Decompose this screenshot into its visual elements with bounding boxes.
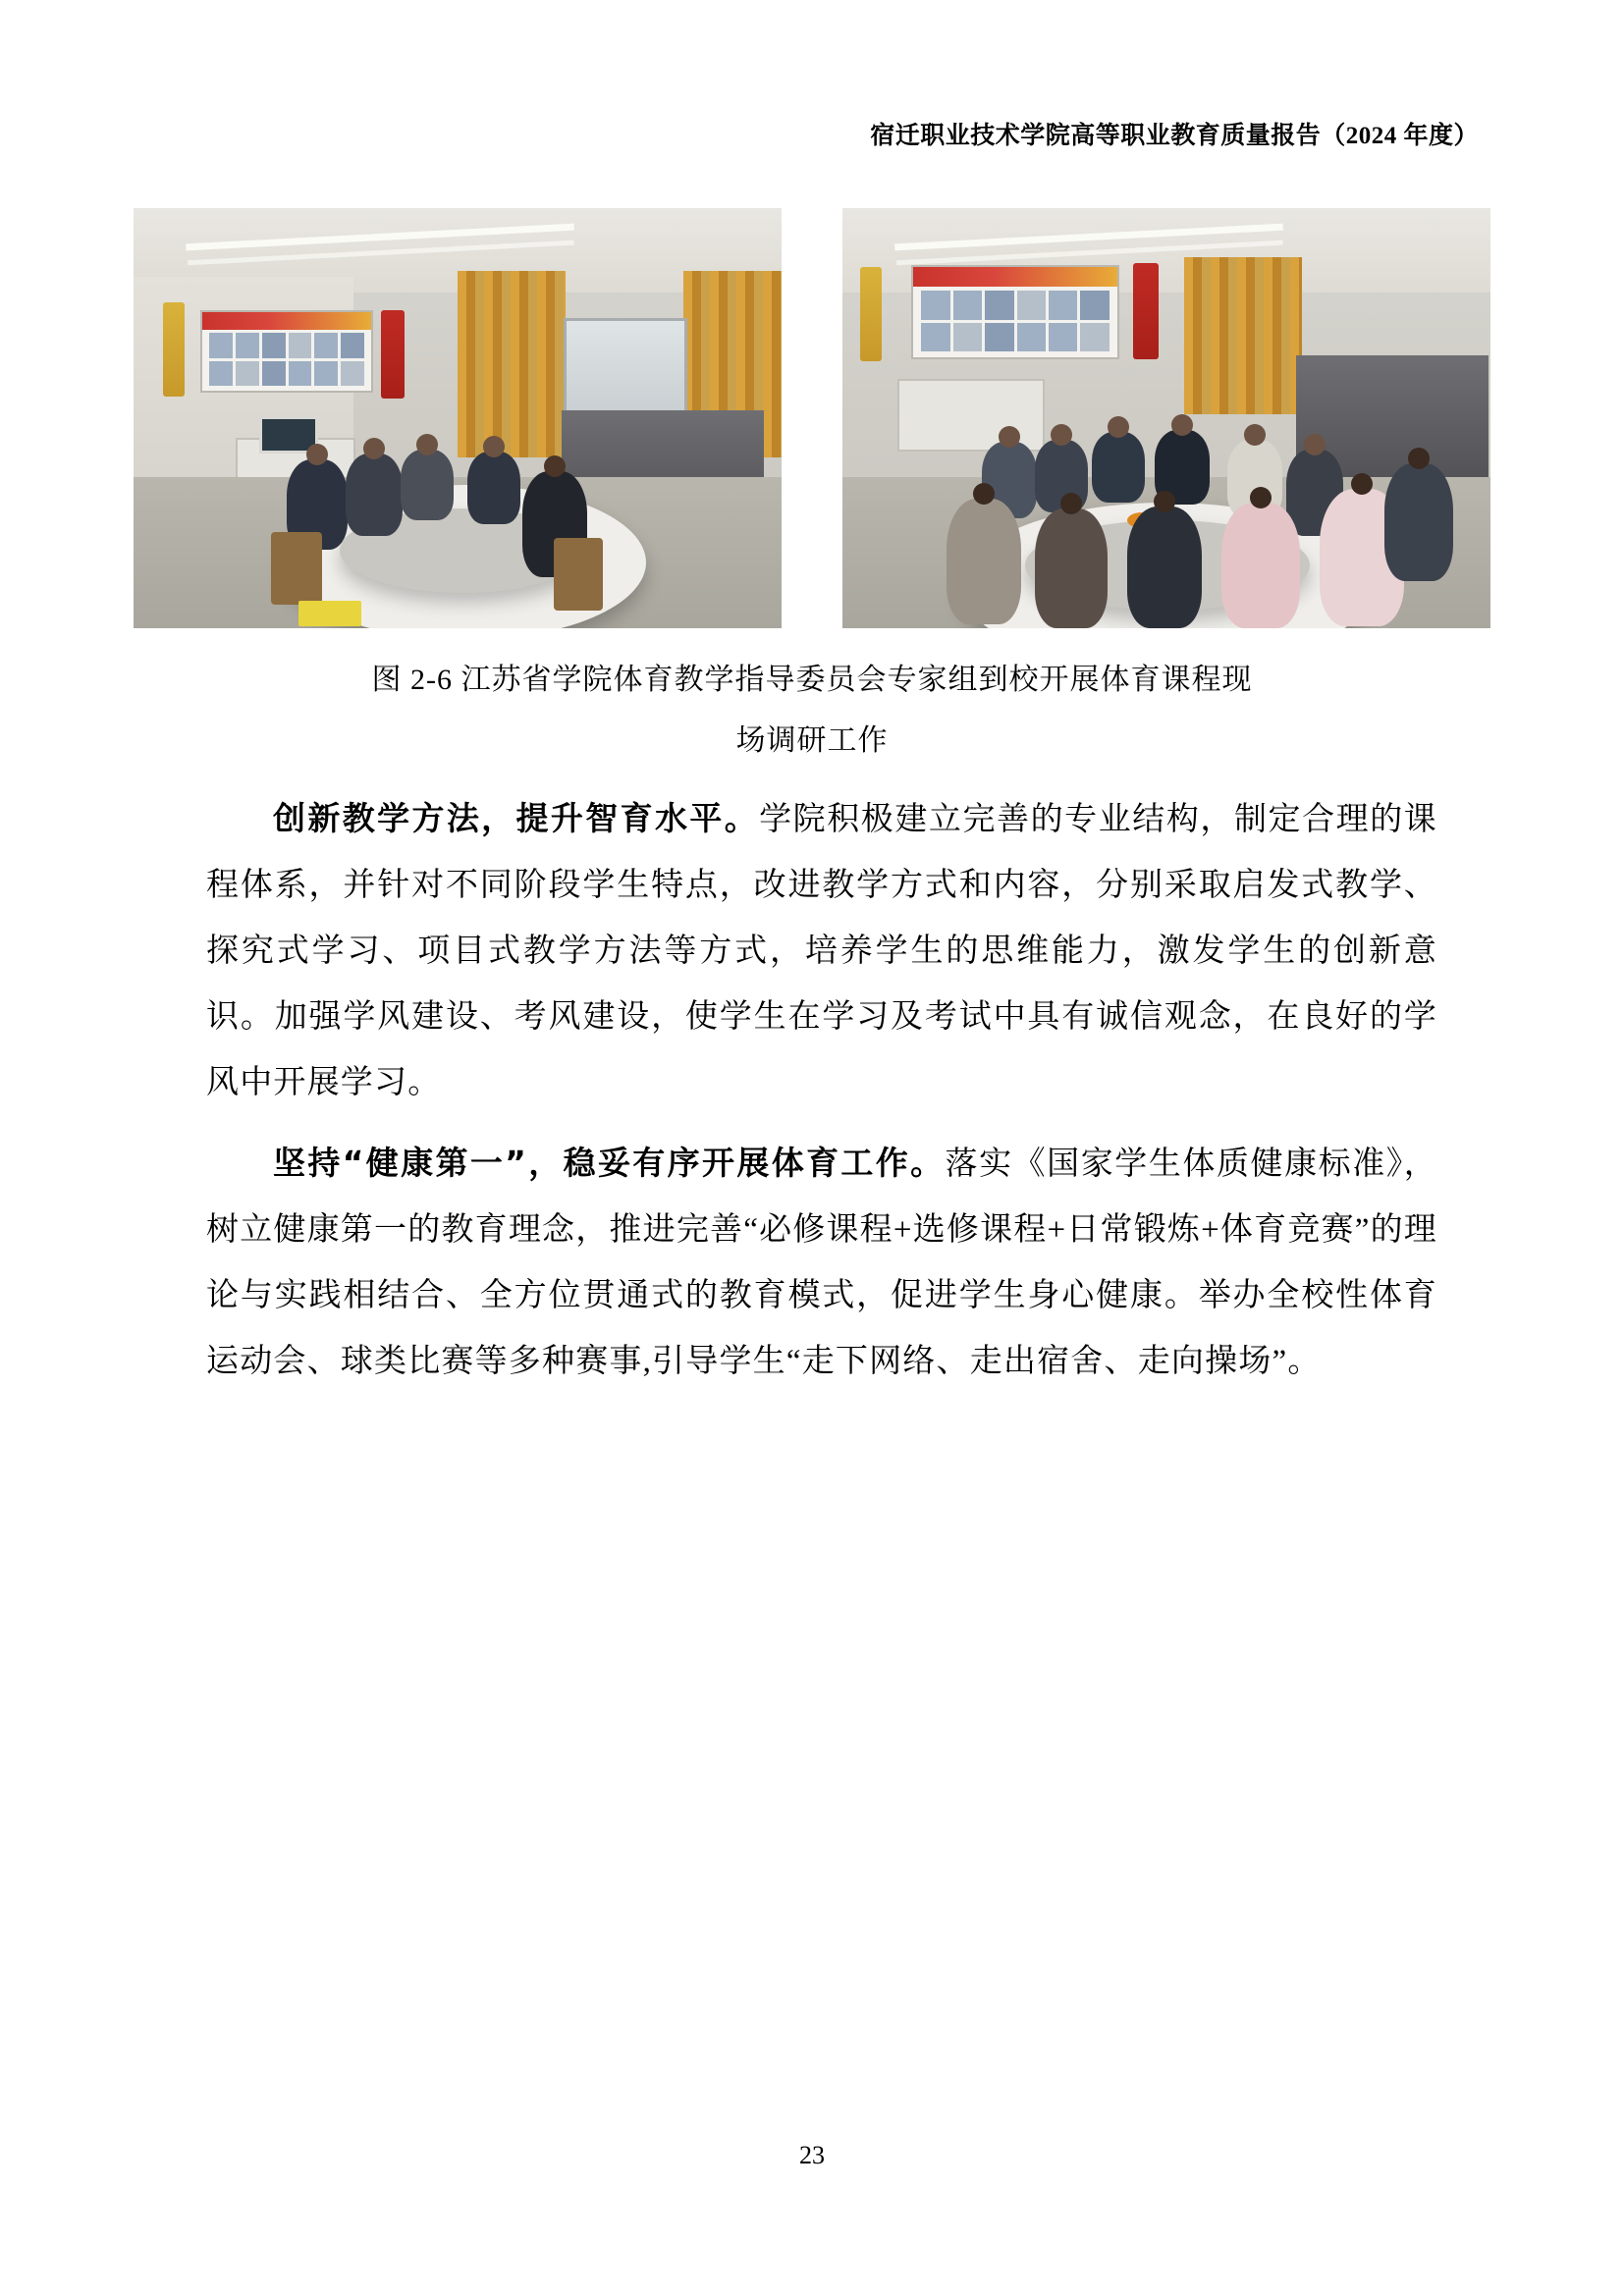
red-banner-left — [381, 310, 405, 399]
photo-right-meeting-room — [842, 208, 1490, 628]
wall-display-board-left — [200, 310, 373, 393]
window-left — [564, 318, 687, 420]
participant — [1384, 463, 1453, 581]
participant — [1221, 503, 1300, 628]
participant — [401, 450, 454, 520]
page-number: 23 — [799, 2141, 825, 2169]
page-header: 宿迁职业技术学院高等职业教育质量报告（2024 年度） — [870, 123, 1479, 149]
participant — [467, 452, 520, 524]
photo-left-meeting-room — [134, 208, 782, 628]
participant — [346, 454, 403, 536]
paragraph-1-text: 学院积极建立完善的专业结构，制定合理的课程体系，并针对不同阶段学生特点，改进教学方式和内容，分别采取启发式教学、探究式学习、项目式教学方法等方式，培养学生的思维能力，激发学生的创新意识。加强学风建设、考风建设，使学生在学习及考试中具有诚信观念，在良好的学风中开展学习。 — [206, 802, 1438, 1100]
body-text — [206, 785, 1437, 1399]
red-banner-right — [1133, 263, 1159, 359]
side-desk-right — [897, 379, 1045, 452]
gold-banner-left — [163, 302, 185, 397]
paragraph-2-text: 落实《国家学生体质健康标准》，树立健康第一的教育理念，推进完善“必修课程+选修课程+日常锻炼+体育竞赛”的理论与实践相结合、全方位贯通式的教育模式，促进学生身心健康。举办全校性体育运动会、球类比赛等多种赛事,引导学生“走下网络、走出宿舍、走向操场”。 — [206, 1147, 1438, 1379]
figure-2-6 — [134, 208, 1490, 772]
paragraph-1 — [206, 785, 1437, 1116]
paragraph-2-lead: 坚持“健康第一”，稳妥有序开展体育工作。 — [273, 1144, 946, 1182]
figure-images — [134, 208, 1490, 628]
paragraph-2 — [206, 1130, 1437, 1395]
curtain-left — [458, 271, 566, 457]
curtain-right — [1184, 257, 1302, 414]
participant — [1127, 507, 1202, 628]
gold-banner-right — [860, 267, 882, 361]
wall-display-board-right — [911, 265, 1119, 359]
floor-mat-left — [298, 601, 361, 626]
chair — [554, 538, 603, 611]
figure-caption — [134, 650, 1490, 772]
paragraph-1-lead: 创新教学方法，提升智育水平。 — [273, 799, 760, 837]
figure-caption-line-1: 图 2-6 江苏省学院体育教学指导委员会专家组到校开展体育课程现 — [371, 664, 1253, 696]
chair — [271, 532, 322, 605]
participant — [947, 499, 1021, 624]
figure-caption-line-2: 场调研工作 — [735, 724, 889, 757]
participant — [1035, 508, 1108, 628]
participant — [1092, 432, 1145, 503]
